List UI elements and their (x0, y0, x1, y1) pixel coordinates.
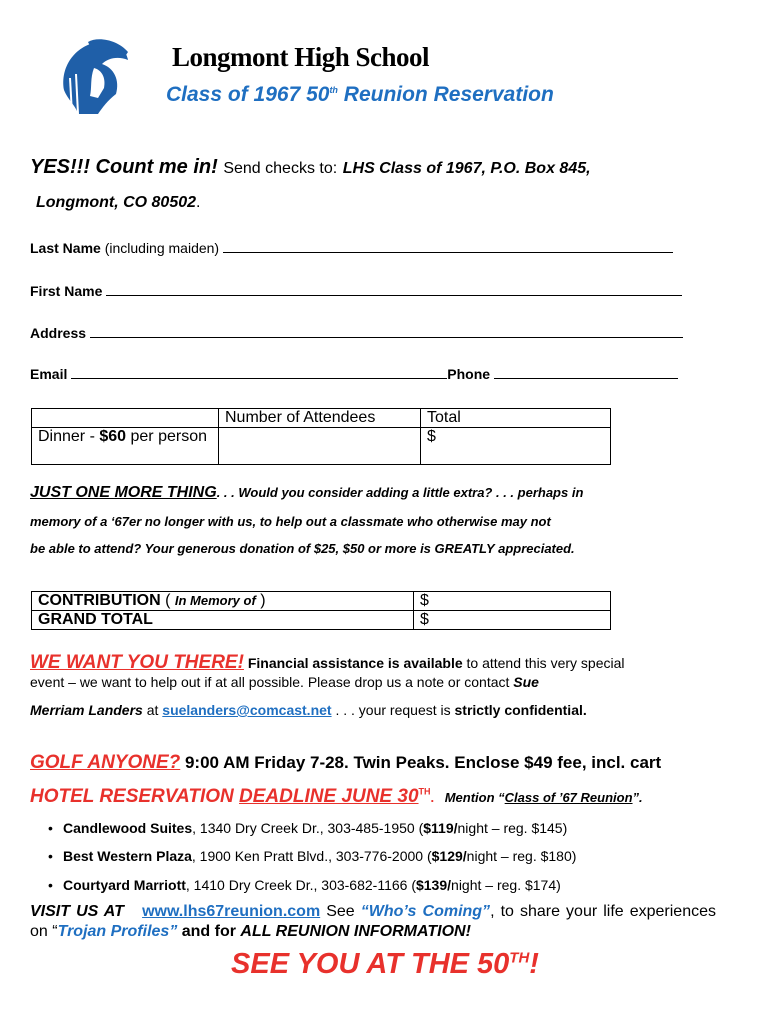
extra-line-1: JUST ONE MORE THING. . . Would you consider adding a little extra? . . . perhaps in (30, 484, 584, 501)
intro-line: YES!!! Count me in! Send checks to: LHS Class of 1967, P.O. Box 845, (30, 156, 591, 178)
contribution-input[interactable]: $ (414, 592, 611, 611)
email-phone-field[interactable]: Email Phone (30, 366, 678, 382)
hotel-item: • Best Western Plaza, 1900 Ken Pratt Blvd., 303-776-2000 ($129/night – reg. $180) (48, 848, 577, 864)
contact-email-link[interactable]: suelanders@comcast.net (162, 702, 332, 718)
assistance-line-3: Merriam Landers at suelanders@comcast.net . . . your request is strictly confidential. (30, 702, 587, 718)
address-field[interactable]: Address (30, 325, 683, 341)
assistance-line-1: WE WANT YOU THERE! Financial assistance is available to attend this very special (30, 652, 625, 673)
grand-total-input[interactable]: $ (414, 611, 611, 630)
grand-total-label: GRAND TOTAL (32, 611, 414, 630)
golf-line: GOLF ANYONE? 9:00 AM Friday 7-28. Twin Peaks. Enclose $49 fee, incl. cart (30, 752, 662, 773)
count-me-in: YES!!! Count me in! (30, 156, 218, 178)
extra-line-3: be able to attend? Your generous donation of $25, $50 or more is GREATLY appreciated. (30, 541, 575, 556)
attendees-header: Number of Attendees (219, 409, 421, 428)
mailing-city: Longmont, CO 80502. (36, 194, 201, 211)
hotel-item: • Candlewood Suites, 1340 Dry Creek Dr., 303-485-1950 ($119/night – reg. $145) (48, 820, 568, 836)
total-input[interactable]: $ (421, 428, 611, 465)
contribution-table (31, 591, 611, 630)
hotel-deadline: HOTEL RESERVATION DEADLINE JUNE 30TH. Mention “Class of ’67 Reunion”. (30, 786, 643, 807)
extra-line-2: memory of a ‘67er no longer with us, to help out a classmate who otherwise may not (30, 514, 551, 529)
hotel-item: • Courtyard Marriott, 1410 Dry Creek Dr., 303-682-1166 ($139/night – reg. $174) (48, 877, 561, 893)
trojan-helmet-icon (58, 38, 130, 116)
school-name: Longmont High School (172, 42, 430, 72)
visit-paragraph: VISIT US AT www.lhs67reunion.com See “Who’s Coming”, to share your life experiences on “Trojan Profiles” and for ALL REUNION INFORMATION! (30, 903, 716, 940)
attendees-input[interactable] (219, 428, 421, 465)
page-title: Class of 1967 50th Reunion Reservation (166, 83, 554, 106)
dinner-table (31, 408, 611, 465)
dinner-price-cell: Dinner - $60 per person (32, 428, 219, 465)
last-name-field[interactable]: Last Name (including maiden) (30, 240, 673, 256)
first-name-field[interactable]: First Name (30, 283, 682, 299)
total-header: Total (421, 409, 611, 428)
assistance-line-2: event – we want to help out if at all possible. Please drop us a note or contact Sue (30, 674, 539, 690)
reunion-website-link[interactable]: www.lhs67reunion.com (142, 903, 321, 920)
contribution-label: CONTRIBUTION ( In Memory of ) (32, 592, 414, 611)
closing-banner: SEE YOU AT THE 50TH! (231, 948, 539, 980)
